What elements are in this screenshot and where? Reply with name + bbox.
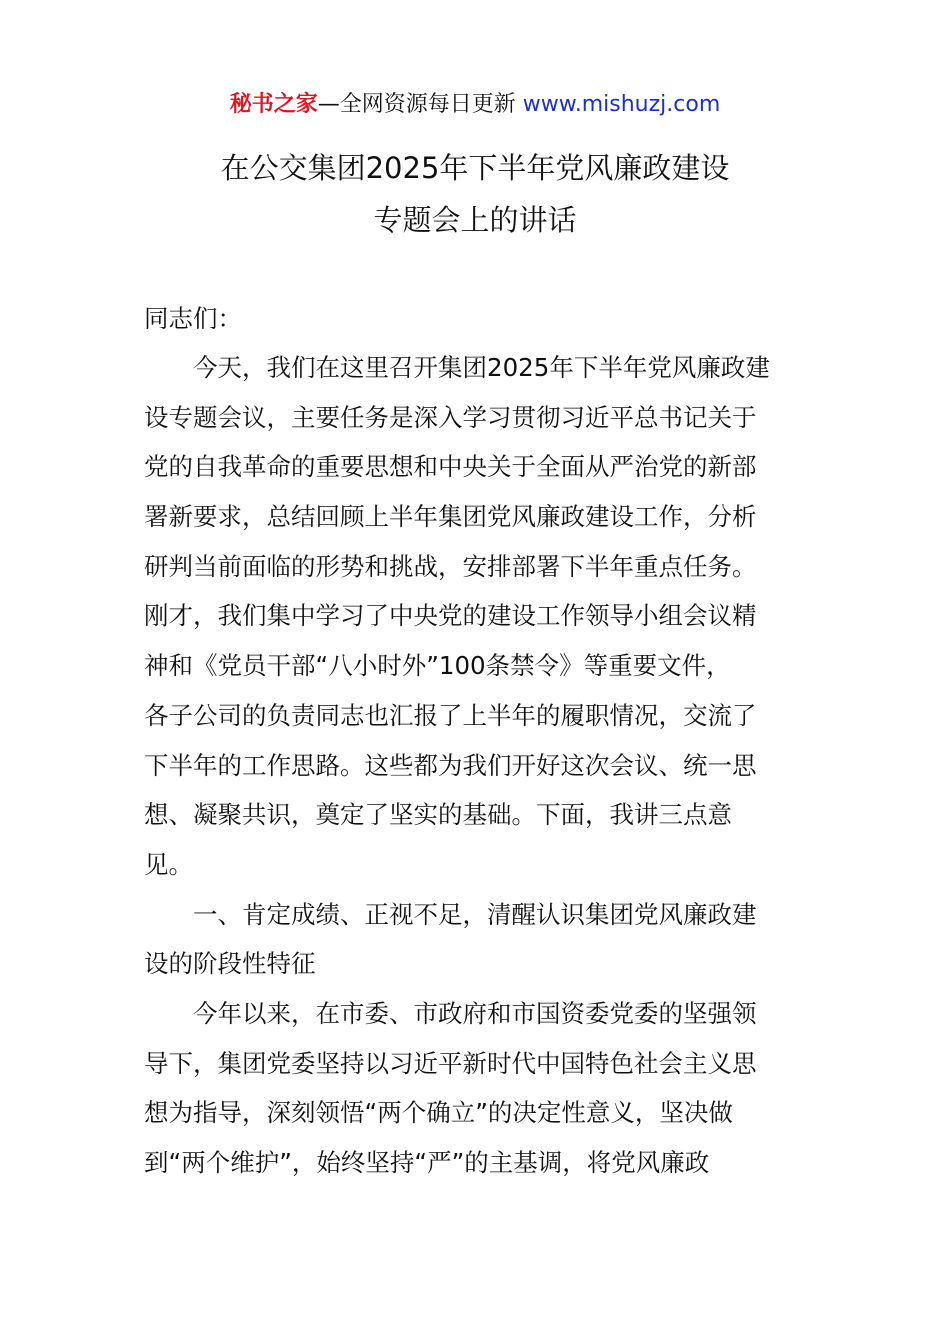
body-line: 今年以来，在市委、市政府和市国资委党委的坚强领 bbox=[193, 998, 757, 1028]
banner-tagline: —全网资源每日更新 bbox=[317, 92, 523, 117]
section-heading-line: 一、肯定成绩、正视不足，清醒认识集团党风廉政建 bbox=[193, 899, 757, 929]
body-line: 党的自我革命的重要思想和中央关于全面从严治党的新部 bbox=[144, 452, 757, 482]
body-line: 各子公司的负责同志也汇报了上半年的履职情况，交流了 bbox=[144, 700, 757, 730]
body-line: 研判当前面临的形势和挑战，安排部署下半年重点任务。 bbox=[144, 551, 757, 581]
salutation: 同志们： bbox=[144, 304, 242, 333]
body-line: 设专题会议，主要任务是深入学习贯彻习近平总书记关于 bbox=[144, 402, 757, 432]
body-line: 今天，我们在这里召开集团2025年下半年党风廉政建 bbox=[193, 353, 770, 382]
banner-brand: 秘书之家 bbox=[229, 92, 318, 117]
body-line: 导下，集团党委坚持以习近平新时代中国特色社会主义思 bbox=[144, 1048, 757, 1078]
body-line: 下半年的工作思路。这些都为我们开好这次会议、统一思 bbox=[144, 750, 757, 780]
body-line: 到“两个维护”，始终坚持“严”的主基调，将党风廉政 bbox=[144, 1148, 710, 1177]
body-line: 见。 bbox=[144, 849, 193, 879]
body-line: 想为指导，深刻领悟“两个确立”的决定性意义，坚决做 bbox=[144, 1098, 733, 1128]
document-title-line-1: 在公交集团2025年下半年党风廉政建设 bbox=[220, 151, 730, 185]
body-line: 署新要求，总结回顾上半年集团党风廉政建设工作，分析 bbox=[144, 502, 757, 532]
body-line: 神和《党员干部“八小时外”100条禁令》等重要文件， bbox=[144, 651, 731, 681]
site-banner bbox=[0, 88, 950, 122]
body-line: 想、凝聚共识，奠定了坚实的基础。下面，我讲三点意 bbox=[144, 800, 732, 830]
section-heading-line: 设的阶段性特征 bbox=[144, 949, 316, 979]
speech-body bbox=[144, 343, 770, 1188]
document-title-line-2: 专题会上的讲话 bbox=[373, 203, 577, 237]
banner-url-link[interactable]: www.mishuzj.com bbox=[522, 92, 721, 117]
body-line: 刚才，我们集中学习了中央党的建设工作领导小组会议精 bbox=[144, 601, 757, 631]
